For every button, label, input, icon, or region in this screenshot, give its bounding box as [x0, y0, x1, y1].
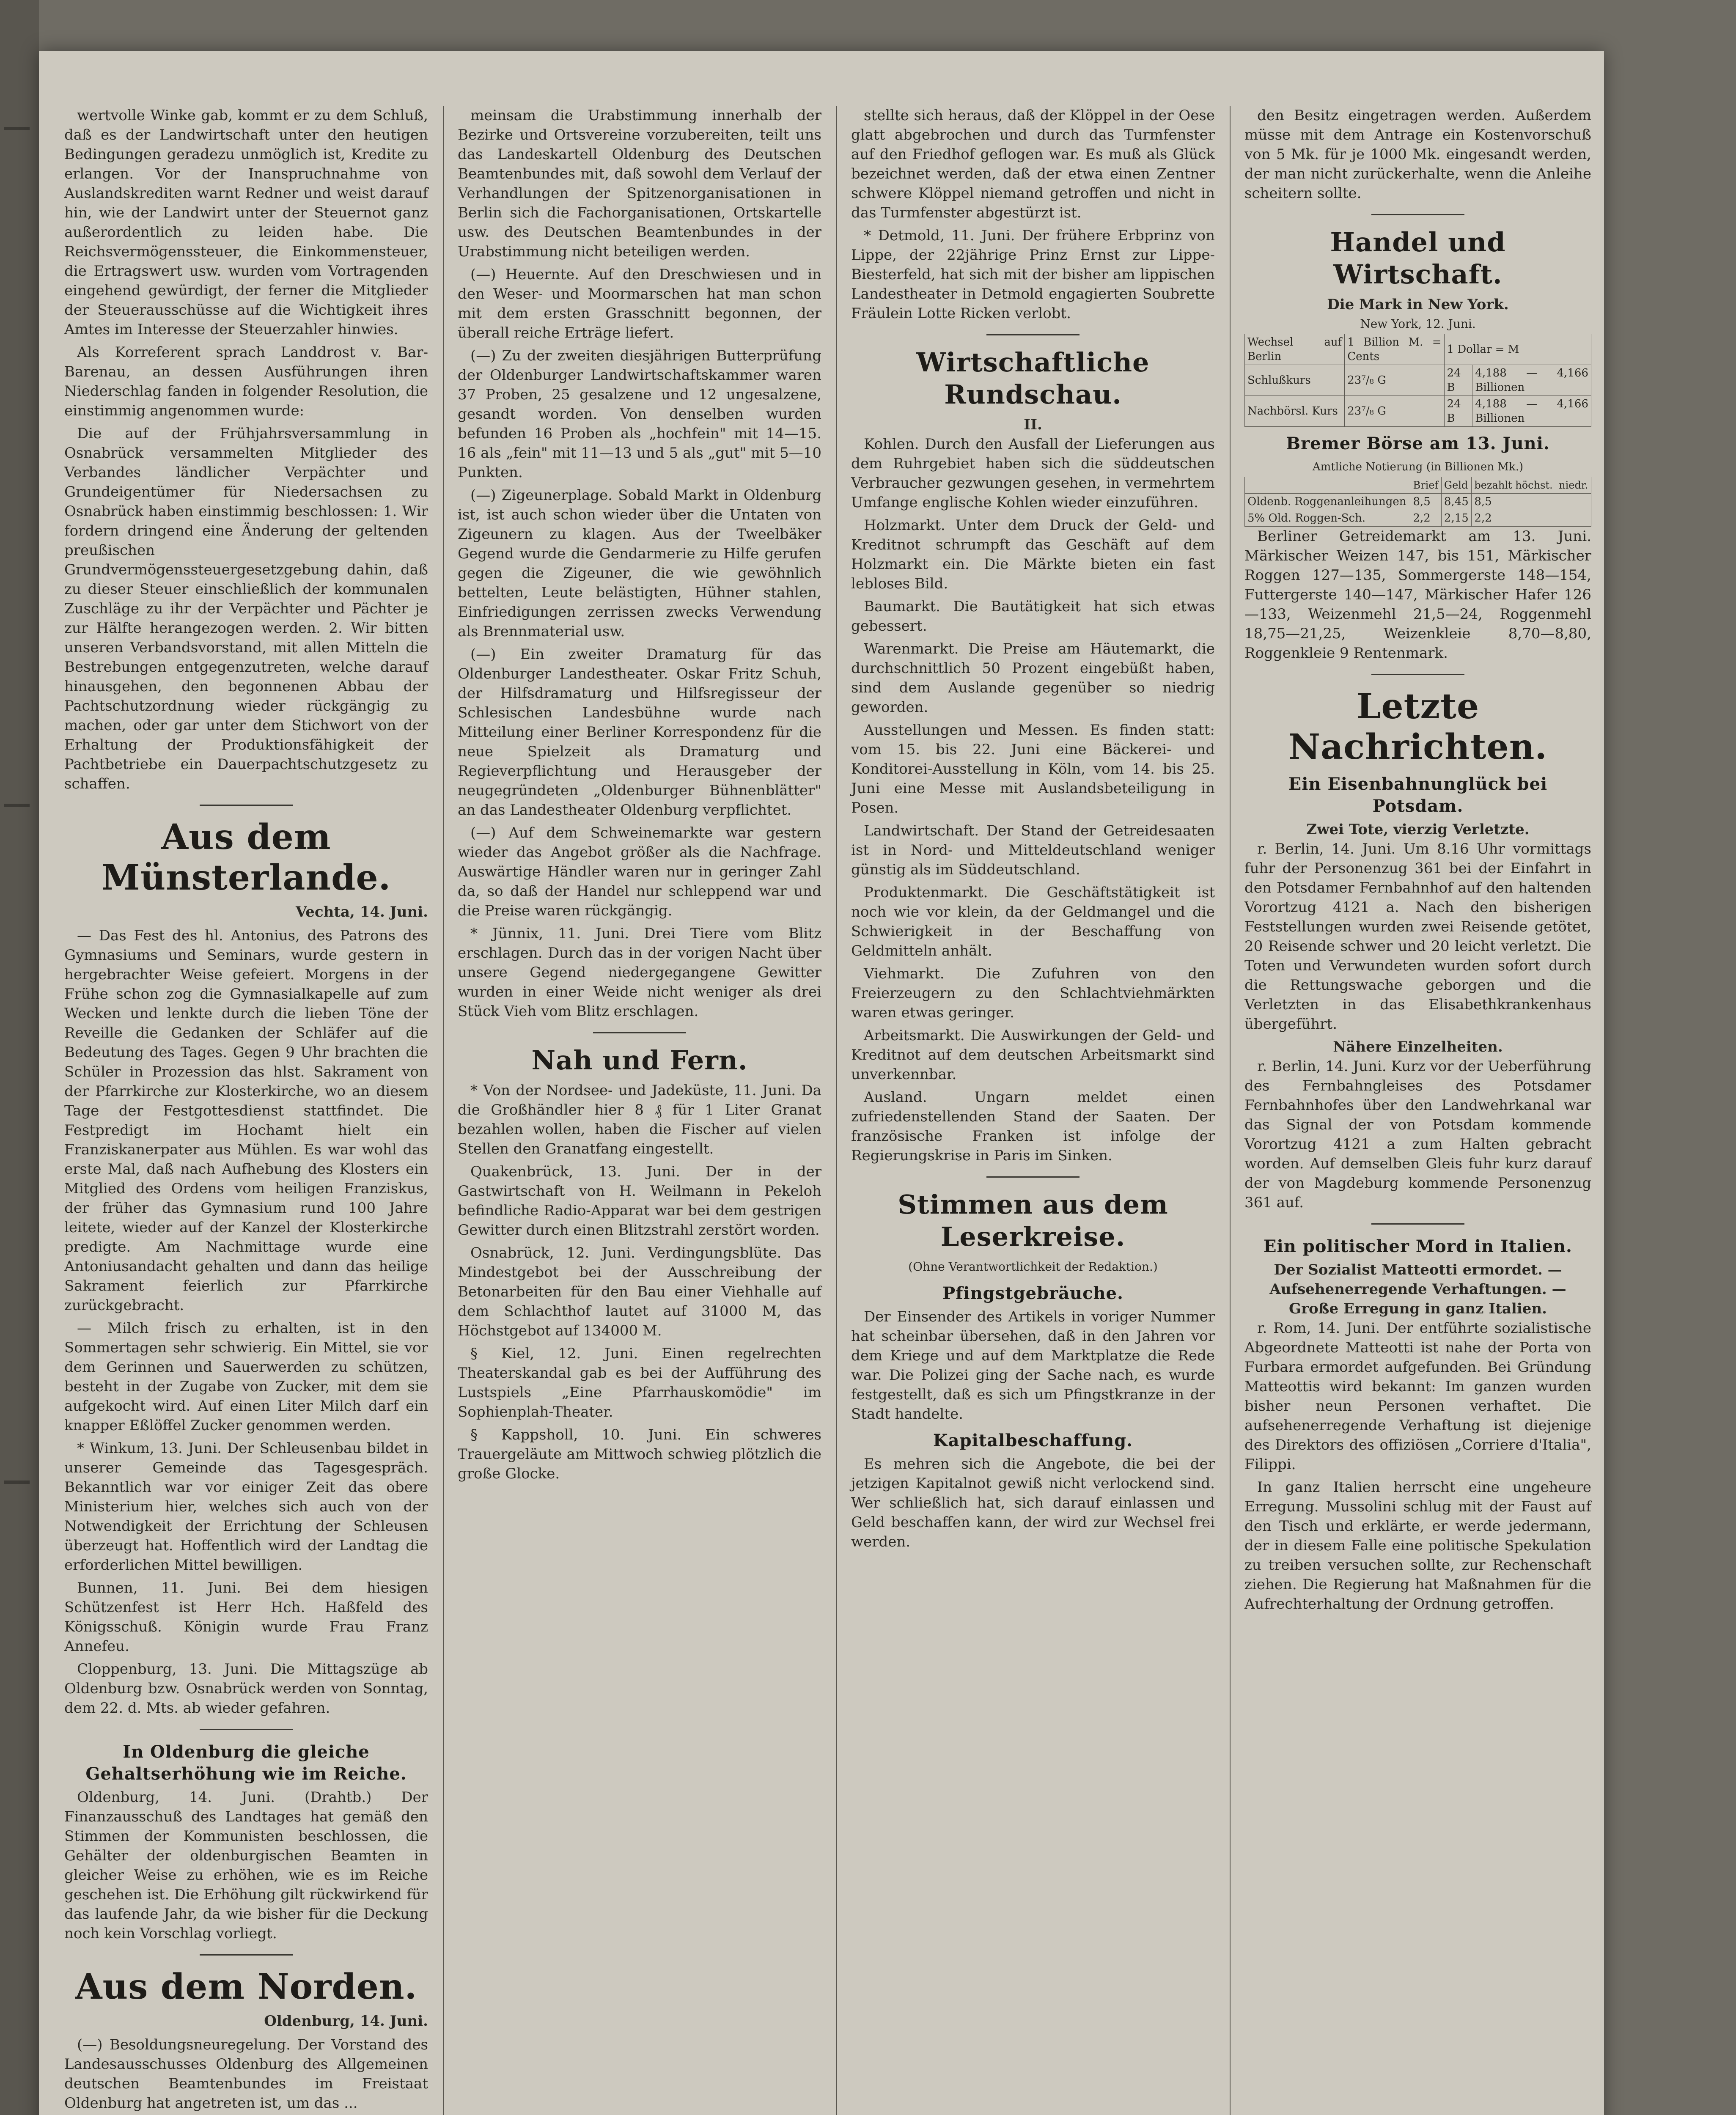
article-viehmarkt: Viehmarkt. Die Zufuhren von den Freierzeugern zu den Schlachtviehmärkten waren etwas geringer. [851, 965, 1215, 1021]
column-rule [443, 106, 444, 2115]
divider [200, 1729, 293, 1730]
col1-para2: Als Korreferent sprach Landdrost v. Bar-Barenau, an dessen Ausführungen ihren Niederschlag fanden in folgender Resolution, die einstimmig angenommen wurde: [64, 344, 428, 419]
section-title-letzte-nachrichten: Letzte Nachrichten. [1288, 686, 1547, 767]
table-cell: 23⁷/₈ G [1345, 365, 1444, 396]
subheadline-mord: Der Sozialist Matteotti ermordet. — Aufsehenerregende Verhaftungen. — Große Erregung in ganz Italien. [1269, 1261, 1566, 1317]
section-title-nah-fern: Nah und Fern. [531, 1045, 748, 1076]
divider [986, 1176, 1080, 1178]
section-title-leserkreise: Stimmen aus dem Leserkreise. [898, 1189, 1168, 1252]
letter-title-pfingst: Pfingstgebräuche. [942, 1283, 1123, 1303]
table-row [1245, 494, 1591, 510]
article-getreidemarkt: Berliner Getreidemarkt am 13. Juni. Märkischer Weizen 147, bis 151, Märkischer Roggen 127—135, Sommergerste 148—154, Futtergerste 140—147, Märkischer Hafer 126—133, Weizenmehl 21,5—24, Roggenmehl 18,75—21,25, Weizenkleie 8,70—8,80, Roggenkleie 9 Rentenmark. [1244, 528, 1591, 662]
column-4 [1244, 106, 1591, 1617]
article-detmold: * Detmold, 11. Juni. Der frühere Erbprinz von Lippe, der 22jährige Prinz Ernst zur Lippe-Biesterfeld, hat sich mit der bisher am lippischen Landestheater in Detmold engagierten Soubrette Fräulein Lotte Ricken verlobt. [851, 227, 1215, 322]
table-cell: 1 Billion M. = Cents [1345, 334, 1444, 365]
subheadline-naehere: Nähere Einzelheiten. [1333, 1038, 1503, 1055]
bremen-table [1244, 477, 1591, 527]
article-produktenmarkt: Produktenmarkt. Die Geschäftstätigkeit ist noch wie vor klein, da der Geldmangel und die Schwierigkeit in der Beschaffung von Geldmitteln anhält. [851, 884, 1215, 959]
article-osnabrueck: Osnabrück, 12. Juni. Verdingungsblüte. Das Mindestgebot bei der Ausschreibung der Betonarbeiten für den Bau einer Viehhalle auf dem Schlachthof lautet auf 31000 M, das Höchstgebot auf 134000 M. [458, 1244, 821, 1339]
table-cell: 4,188 — 4,166 Billionen [1472, 365, 1591, 396]
letter-title-kapital: Kapitalbeschaffung. [933, 1431, 1133, 1450]
table-cell: Wechsel auf Berlin [1245, 334, 1345, 365]
section-title-handel: Handel und Wirtschaft. [1330, 227, 1506, 290]
divider [986, 334, 1080, 335]
article-quakenbrueck: Quakenbrück, 13. Juni. Der in der Gastwirtschaft von H. Weilmann in Pekeloh befindliche Radio-Apparat war bei dem gestrigen Gewitter durch einen Blitzstrahl zerstört worden. [458, 1163, 821, 1239]
divider [1371, 674, 1464, 675]
table-cell: 1 Dollar = M [1444, 334, 1591, 365]
article-dramaturg: (—) Ein zweiter Dramaturg für das Oldenburger Landestheater. Oskar Fritz Schuh, der Hilfsdramaturg und Hilfsregisseur der Schlesischen Landesbühne wurde nach Mitteilung einer Berliner Korrespondenz für die neue Spielzeit als Dramaturg und Regieverpflichtung und Herausgeber der neugegründeten „Oldenburger Bühnenblätter" an das Landestheater Oldenburg verpflichtet. [458, 646, 821, 819]
table-cell: 2,15 [1441, 510, 1471, 527]
article-naehere: r. Berlin, 14. Juni. Kurz vor der Ueberführung des Fernbahngleises des Potsdamer Fernbahnhofes über den Landwehrkanal war das Signal der von Potsdam kommende Vorortzug 4121 a zum Halten gebracht worden. Auf demselben Gleis fuhr kurz darauf der von Magdeburg kommende Personenzug 361 auf. [1244, 1058, 1591, 1211]
table-cell: Schlußkurs [1245, 365, 1345, 396]
divider [1371, 1223, 1464, 1225]
table-cell: Oldenb. Roggenanleihungen [1245, 494, 1410, 510]
column-rule [836, 106, 837, 2115]
table-row [1245, 510, 1591, 527]
table-header: Brief [1410, 477, 1441, 494]
table-cell: 24 B [1444, 396, 1472, 427]
article-juennix: * Jünnix, 11. Juni. Drei Tiere vom Blitz erschlagen. Durch das in der vorigen Nacht über unsere Gegend niedergegangene Gewitter wurden in einer Weide nicht weniger als drei Stück Vieh vom Blitz erschlagen. [458, 925, 821, 1020]
article-landwirtschaft: Landwirtschaft. Der Stand der Getreidesaaten ist in Nord- und Mitteldeutschland weniger günstig als im Süddeutschland. [851, 822, 1215, 878]
article-besoldung: (—) Besoldungsneuregelung. Der Vorstand des Landesausschusses Oldenburg des Allgemeinen deutschen Beamtenbundes im Freistaat Oldenburg hat angetreten ist, um das ... [64, 2036, 428, 2112]
bremen-sub: Amtliche Notierung (in Billionen Mk.) [1312, 461, 1524, 473]
col1-resolution: Die auf der Frühjahrsversammlung in Osnabrück versammelten Mitglieder des Verbandes ländlicher Verpächter und Grundeigentümer für Niedersachsen zu Osnabrück haben einstimmig beschlossen: 1. Wir fordern dringend eine Änderung der geltenden preußischen Grundvermögenssteuergesetzgebung dahin, daß zu dieser Steuer einschließlich der kommunalen Zuschläge zu ihr der Verpächter und Pächter je zur Hälfte herangezogen werden. 2. Wir bitten unseren Verbandsvorstand, mit allen Mitteln die Bestrebungen entgegenzutreten, welche darauf hinausgehen, den begonnenen Abbau der Pachtschutzordnung wieder rückgängig zu machen, oder gar unter dem Stichwort von der Erhaltung der Produktionsfähigkeit der Pachtbetriebe ein Dauerpachtschutzgesetz zu schaffen. [64, 425, 428, 792]
newyork-table [1244, 334, 1591, 427]
section-disclaimer: (Ohne Verantwortlichkeit der Redaktion.) [908, 1260, 1158, 1274]
article-arbeitsmarkt: Arbeitsmarkt. Die Auswirkungen der Geld- und Kreditnot auf dem deutschen Arbeitsmarkt sind unverkennbar. [851, 1027, 1215, 1083]
article-cloppenburg: Cloppenburg, 13. Juni. Die Mittagszüge ab Oldenburg bzw. Osnabrück werden von Sonntag, dem 22. d. Mts. ab wieder gefahren. [64, 1661, 428, 1717]
col3-intro: stellte sich heraus, daß der Klöppel in der Oese glatt abgebrochen und durch das Turmfenster auf den Friedhof geflogen war. Es muß als Glück bezeichnet werden, daß der etwa einen Zentner schwere Klöppel niemand getroffen und nicht in das Turmfenster abgestürzt ist. [851, 107, 1215, 221]
dateline: Vechta, 14. Juni. [296, 904, 428, 920]
table-cell: 23⁷/₈ G [1345, 396, 1444, 427]
article-mord: r. Rom, 14. Juni. Der entführte sozialistische Abgeordnete Matteotti ist nahe der Porta von Furbara ermordet aufgefunden. Bei Gründung Matteottis wird bekannt: Im ganzen wurden bisher neun Personen verhaftet. Die aufsehenerregende Verhaftung ist diejenige des Direktors des offiziösen „Corriere d'Italia", Filippi. [1244, 1320, 1591, 1473]
article-warenmarkt: Warenmarkt. Die Preise am Häutemarkt, die durchschnittlich 50 Prozent eingebüßt haben, sind dem Auslande gegenüber so niedrig geworden. [851, 640, 1215, 716]
page-edge-left [0, 0, 39, 2115]
divider [200, 1954, 293, 1956]
table-header-row [1245, 477, 1591, 494]
column-2 [458, 106, 821, 1487]
article-eisenbahn: r. Berlin, 14. Juni. Um 8.16 Uhr vormittags fuhr der Personenzug 361 bei der Einfahrt in den Potsdamer Fernbahnhof auf den haltenden Vorortzug 4121 a. Nach den bisherigen Feststellungen wurden zwei Reisende getötet, 20 Reisende schwer und 20 leicht verletzt. Die Toten und Verwundeten wurden sofort durch die Rettungswache geborgen und die Verletzten in das Elisabethkrankenhaus übergeführt. [1244, 841, 1591, 1033]
article-butter: (—) Zu der zweiten diesjährigen Butterprüfung der Oldenburger Landwirtschaftskammer waren 37 Proben, 25 gesalzene und 12 ungesalzene, gesandt worden. Von denselben wurden befunden 16 Proben als „hochfein" mit 14—15. 16 als „fein" mit 11—13 und 5 als „gut" mit 5—10 Punkten. [458, 347, 821, 481]
headline-eisenbahn: Ein Eisenbahnunglück bei Potsdam. [1288, 774, 1548, 816]
column-3 [851, 106, 1215, 1555]
table-cell: 2,2 [1410, 510, 1441, 527]
table-cell: 8,5 [1410, 494, 1441, 510]
newspaper-page [39, 51, 1604, 2115]
headline-mord: Ein politischer Mord in Italien. [1264, 1236, 1572, 1256]
table-cell [1556, 510, 1591, 527]
bremen-title: Bremer Börse am 13. Juni. [1286, 434, 1550, 453]
section-title-norden: Aus dem Norden. [75, 1967, 418, 2007]
article-gehalt: Oldenburg, 14. Juni. (Drahtb.) Der Finanzausschuß des Landtages hat gemäß den Stimmen der Kommunisten beschlossen, die Gehälter der oldenburgischen Beamten in gleicher Weise zu erhöhen, wie es im Reiche geschehen ist. Die Erhöhung gilt rückwirkend für das laufende Jahr, da wie bisher für die Deckung noch kein Vorschlag vorliegt. [64, 1789, 428, 1942]
table-cell: 8,5 [1472, 494, 1556, 510]
table-cell: 24 B [1444, 365, 1472, 396]
column-rule [1230, 106, 1231, 2115]
letter-pfingst: Der Einsender des Artikels in voriger Nummer hat scheinbar übersehen, daß in den Jahren vor dem Kriege und auf dem Marktplatze die Rede war. Die Polizei ging der Sache nach, es wurde festgestellt, daß es sich um Pfingstkranze in der Stadt handelte. [851, 1308, 1215, 1423]
table-header: bezahlt höchst. [1472, 477, 1556, 494]
article-kohlen: Kohlen. Durch den Ausfall der Lieferungen aus dem Ruhrgebiet haben sich die süddeutschen Verbraucher gezwungen gesehen, in vermehrtem Umfange englische Kohlen wieder einzuführen. [851, 436, 1215, 511]
newyork-title: Die Mark in New York. [1327, 296, 1509, 313]
dateline: Oldenburg, 14. Juni. [264, 2013, 428, 2030]
subheadline-eisenbahn: Zwei Tote, vierzig Verletzte. [1306, 821, 1530, 838]
section-title-muensterlande: Aus dem Münsterlande. [101, 817, 391, 898]
column-1 [64, 106, 428, 2115]
table-header [1245, 477, 1410, 494]
divider [1371, 214, 1464, 215]
newyork-date: New York, 12. Juni. [1360, 317, 1476, 331]
section-title-gehaltserhoehung: In Oldenburg die gleiche Gehaltserhöhung wie im Reiche. [85, 1742, 407, 1784]
table-row [1245, 365, 1591, 396]
article-baumarkt: Baumarkt. Die Bautätigkeit hat sich etwas gebessert. [851, 598, 1215, 634]
section-title-rundschau: Wirtschaftliche Rundschau. [916, 347, 1150, 410]
article-ausland: Ausland. Ungarn meldet einen zufriedenstellenden Stand der Saaten. Der französische Franken ist infolge der Regierungskrise in Paris im Sinken. [851, 1089, 1215, 1164]
article-bunnen: Bunnen, 11. Juni. Bei dem hiesigen Schützenfest ist Herr Hch. Haßfeld des Königsschuß. Königin wurde Frau Franz Annefeu. [64, 1579, 428, 1655]
article-antonius: — Das Fest des hl. Antonius, des Patrons des Gymnasiums und Seminars, wurde gestern in hergebrachter Weise gefeiert. Morgens in der Frühe schon zog die Gymnasialkapelle auf zum Wecken und lenkte durch die lieben Töne der Reveille die Gedanken der Schläfer auf die Bedeutung des Tages. Gegen 9 Uhr brachten die Schüler in Prozession das hlst. Sakrament von der Pfarrkirche zur Klosterkirche, wo an diesem Tage der Festgottesdienst stattfindet. Die Festpredigt im Hochamt hielt ein Franziskanerpater aus Mühlen. Es war wohl das erste Mal, daß nach Aufhebung des Klosters ein Mitglied des Ordens vom heiligen Franziskus, der früher das Gymnasium rund 100 Jahre leitete, wieder auf der Kanzel der Klosterkirche predigte. Am Nachmittage wurde eine Antoniusandacht gehalten und dann das heilige Sakrament feierlich zur Pfarrkirche zurückgebracht. [64, 927, 428, 1314]
table-cell: 4,188 — 4,166 Billionen [1472, 396, 1591, 427]
article-winkum: * Winkum, 13. Juni. Der Schleusenbau bildet in unserer Gemeinde das Tagesgespräch. Bekanntlich war vor einiger Zeit das obere Ministerium hier, welches sich auch von der Notwendigkeit der Errichtung der Schleusen überzeugt hat. Hoffentlich wird der Landtag die erforderlichen Mittel bewilligen. [64, 1440, 428, 1574]
article-schweinemarkt: (—) Auf dem Schweinemarkte war gestern wieder das Angebot größer als die Nachfrage. Auswärtige Händler waren nur in geringer Zahl da, so daß der Handel nur schleppend war und die Preise waren rückgängig. [458, 824, 821, 919]
table-header: niedr. [1556, 477, 1591, 494]
divider [593, 1032, 686, 1033]
table-row [1245, 396, 1591, 427]
article-kappsholl: § Kappsholl, 10. Juni. Ein schweres Trauergeläute am Mittwoch schwieg plötzlich die große Glocke. [458, 1426, 821, 1482]
col2-intro: meinsam die Urabstimmung innerhalb der Bezirke und Ortsvereine vorzubereiten, teilt uns das Landeskartell Oldenburg des Deutschen Beamtenbundes mit, daß sowohl dem Verlauf der Verhandlungen der Spitzenorganisationen in Berlin sich die Fachorganisationen, Ortskartelle usw. des Deutschen Beamtenbundes in der Urabstimmung nicht beteiligen werden. [458, 107, 821, 260]
col1-intro: wertvolle Winke gab, kommt er zu dem Schluß, daß es der Landwirtschaft unter den heutigen Bedingungen geradezu unmöglich ist, Kredite zu erlangen. Vor der Inanspruchnahme von Auslandskrediten warnt Redner und weist darauf hin, wie der Landwirt unter der Steuernot ganz außerordentlich zu leiden habe. Die Reichsvermögenssteuer, die Einkommensteuer, die Ertragswert usw. wurden vom Vortragenden eingehend gewürdigt, der ferner die Mitglieder der Steuerausschüsse auf die Wichtigkeit ihres Amtes im Interesse der Steuerzahler hinwies. [64, 107, 428, 338]
article-heuernte: (—) Heuernte. Auf den Dreschwiesen und in den Weser- und Moormarschen hat man schon mit dem ersten Grasschnitt begonnen, der überall reiche Erträge liefert. [458, 266, 821, 341]
article-nordsee: * Von der Nordsee- und Jadeküste, 11. Juni. Da die Großhändler hier 8 ₰ für 1 Liter Granat bezahlen wollen, haben die Fischer auf vielen Stellen den Granatfang eingestellt. [458, 1082, 821, 1157]
article-milch: — Milch frisch zu erhalten, ist in den Sommertagen sehr schwierig. Ein Mittel, sie vor dem Gerinnen und Sauerwerden zu schützen, besteht in der Zugabe von Zucker, mit dem sie aufgekocht wird. Auf einen Liter Milch darf ein knapper Eßlöffel Zucker genommen werden. [64, 1320, 428, 1434]
table-cell: 2,2 [1472, 510, 1556, 527]
article-ausstellungen: Ausstellungen und Messen. Es finden statt: vom 15. bis 22. Juni eine Bäckerei- und Konditorei-Ausstellung in Köln, vom 14. bis 25. Juni eine Messe mit Auslandsbeteiligung in Posen. [851, 722, 1215, 816]
table-cell: 8,45 [1441, 494, 1471, 510]
table-header: Geld [1441, 477, 1471, 494]
article-kiel: § Kiel, 12. Juni. Einen regelrechten Theaterskandal gab es bei der Aufführung des Lustspiels „Eine Pfarrhauskomödie" im Sophienplah-Theater. [458, 1345, 821, 1420]
col4-intro: den Besitz eingetragen werden. Außerdem müsse mit dem Antrage ein Kostenvorschuß von 5 Mk. für je 1000 Mk. eingesandt werden, der man nicht zurückerhalte, wenn die Anleihe scheitern sollte. [1244, 107, 1591, 202]
letter-kapital: Es mehren sich die Angebote, die bei der jetzigen Kapitalnot gewiß nicht verlockend sind. Wer schließlich hat, sich darauf einlassen und Geld beschaffen kann, der wird zur Wechsel frei werden. [851, 1456, 1215, 1550]
article-zigeuner: (—) Zigeunerplage. Sobald Markt in Oldenburg ist, ist auch schon wieder über die Untaten von Zigeunern zu klagen. Aus der Tweelbäker Gegend wurde die Gendarmerie zu Hilfe gerufen gegen die Zigeuner, die wie gewöhnlich bettelten, Leute belästigten, Hühner stahlen, Einfriedigungen zerrissen zwecks Verwendung als Brennmaterial usw. [458, 487, 821, 640]
table-cell: Nachbörsl. Kurs [1245, 396, 1345, 427]
article-holzmarkt: Holzmarkt. Unter dem Druck der Geld- und Kreditnot schrumpft das Geschäft auf dem Holzmarkt ein. Die Märkte bieten ein fast lebloses Bild. [851, 517, 1215, 592]
table-row [1245, 334, 1591, 365]
divider [200, 805, 293, 806]
table-cell [1556, 494, 1591, 510]
table-cell: 5% Old. Roggen-Sch. [1245, 510, 1410, 527]
section-number: II. [1024, 416, 1042, 433]
article-mord-2: In ganz Italien herrscht eine ungeheure Erregung. Mussolini schlug mit der Faust auf den Tisch und erklärte, er werde jedermann, der in diesem Falle eine politische Spekulation zu treiben versuchen sollte, zur Rechenschaft ziehen. Die Regierung hat Maßnahmen für die Aufrechterhaltung der Ordnung getroffen. [1244, 1479, 1591, 1612]
